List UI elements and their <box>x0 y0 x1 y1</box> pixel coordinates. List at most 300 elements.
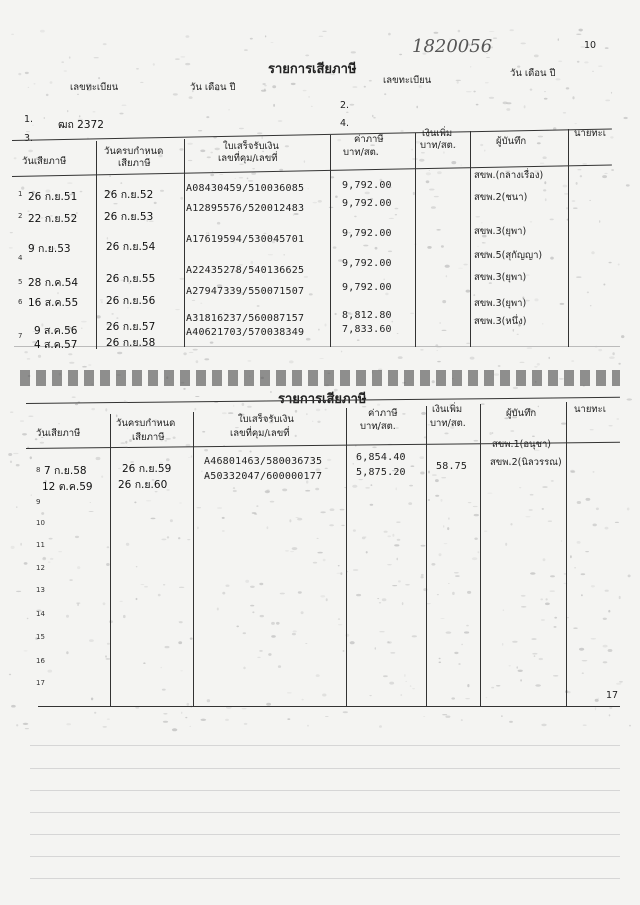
speckle <box>379 725 382 728</box>
speckle <box>120 601 123 602</box>
speckle <box>447 527 449 530</box>
speckle <box>197 527 199 530</box>
line-number: 17 <box>36 679 45 687</box>
speckle <box>420 456 425 459</box>
row-paid-date: 7 ก.ย.58 <box>44 465 87 477</box>
speckle <box>24 650 28 651</box>
speckle <box>101 476 103 478</box>
speckle <box>467 591 471 594</box>
speckle <box>287 692 292 693</box>
speckle <box>167 536 169 538</box>
speckle <box>399 54 402 55</box>
speckle <box>257 657 260 658</box>
speckle <box>259 650 263 652</box>
row-tax: 7,833.60 <box>342 324 392 335</box>
speckle <box>61 62 64 63</box>
speckle <box>624 117 628 119</box>
speckle <box>308 188 309 189</box>
speckle <box>189 352 194 353</box>
speckle <box>369 80 372 82</box>
speckle <box>190 726 191 727</box>
speckle <box>484 150 485 152</box>
speckle <box>313 562 317 564</box>
speckle <box>40 442 44 444</box>
speckle <box>603 661 608 663</box>
speckle <box>217 508 222 509</box>
speckle <box>341 525 344 526</box>
speckle <box>505 543 507 546</box>
table2-col-divider <box>110 414 111 706</box>
row-paid-date: 4 ส.ค.57 <box>34 339 78 351</box>
speckle <box>185 717 187 718</box>
speckle <box>454 572 459 573</box>
section-title <box>278 388 367 409</box>
speckle <box>143 662 145 664</box>
line-number: 10 <box>36 519 45 527</box>
speckle <box>419 159 424 162</box>
speckle <box>141 584 145 585</box>
speckle <box>626 184 630 186</box>
speckle <box>604 173 608 174</box>
speckle <box>492 432 494 434</box>
speckle <box>384 531 388 533</box>
speckle <box>270 391 272 393</box>
speckle <box>529 509 533 510</box>
speckle <box>280 593 285 595</box>
speckle <box>428 471 430 474</box>
speckle <box>179 587 184 588</box>
table2-col-divider <box>480 404 481 706</box>
speckle <box>117 352 122 354</box>
speckle <box>320 595 325 597</box>
speckle <box>197 507 202 508</box>
speckle <box>98 77 100 79</box>
speckle <box>206 116 209 118</box>
header-surcharge-line2: บาท/สต. <box>430 418 466 429</box>
speckle <box>441 245 444 247</box>
speckle <box>372 115 373 117</box>
table2-bottom-border <box>38 706 620 707</box>
speckle <box>567 691 570 693</box>
row-due-date: 26 ก.ย.54 <box>106 241 156 253</box>
speckle <box>196 360 199 363</box>
row-recorder: สขพ.(กลางเรื่อง) <box>474 170 544 181</box>
left-reg-label: เลขทะเบียน <box>70 82 119 93</box>
speckle <box>225 719 229 721</box>
speckle <box>595 699 599 702</box>
speckle <box>451 161 456 164</box>
speckle <box>247 406 252 408</box>
speckle <box>180 197 183 200</box>
speckle <box>431 563 435 566</box>
speckle <box>389 682 394 685</box>
speckle <box>443 151 445 153</box>
row-paid-date: 22 ก.ย.52 <box>28 213 78 225</box>
speckle <box>210 152 213 154</box>
speckle <box>201 471 203 473</box>
speckle <box>437 350 438 351</box>
speckle <box>58 551 62 552</box>
speckle <box>318 200 322 203</box>
speckle <box>530 221 533 222</box>
header-paid-date: วันเสียภาษี <box>22 156 67 167</box>
speckle <box>583 725 587 726</box>
speckle <box>64 71 67 72</box>
speckle <box>461 719 463 721</box>
speckle <box>420 472 424 475</box>
speckle <box>173 93 178 95</box>
speckle <box>592 71 594 72</box>
speckle <box>313 202 317 203</box>
speckle <box>319 36 324 37</box>
line-number: 15 <box>36 633 45 641</box>
speckle <box>455 575 460 576</box>
speckle <box>470 66 471 68</box>
row-recorder: สขพ.5(สุกัญญา) <box>474 250 543 261</box>
speckle <box>435 495 439 497</box>
speckle <box>502 643 504 646</box>
speckle <box>589 200 590 201</box>
speckle <box>416 106 418 109</box>
speckle <box>512 641 517 643</box>
speckle <box>122 105 127 106</box>
speckle <box>353 529 356 531</box>
speckle <box>510 431 514 432</box>
speckle <box>180 671 183 672</box>
speckle <box>134 502 136 504</box>
speckle <box>357 339 360 341</box>
speckle <box>576 34 581 35</box>
speckle <box>616 419 619 420</box>
speckle <box>24 351 27 353</box>
speckle <box>428 499 430 501</box>
line-number: 4 <box>18 254 23 262</box>
speckle <box>477 246 479 247</box>
speckle <box>609 714 611 716</box>
speckle <box>103 43 107 45</box>
speckle <box>135 707 139 709</box>
line-number: 6 <box>18 298 23 306</box>
speckle <box>210 342 214 344</box>
page-number-top: 10 <box>584 40 597 51</box>
speckle <box>409 485 413 487</box>
row-receipt: A46801463/580036735 <box>204 456 323 467</box>
speckle <box>178 641 182 644</box>
speckle <box>534 55 539 58</box>
speckle <box>558 61 562 63</box>
speckle <box>165 646 170 648</box>
row-paid-date: 12 ต.ค.59 <box>42 481 93 493</box>
speckle <box>46 94 49 96</box>
speckle <box>608 649 613 652</box>
speckle <box>201 719 207 721</box>
speckle <box>40 30 45 33</box>
speckle <box>359 479 363 480</box>
speckle <box>556 78 561 80</box>
speckle <box>273 104 275 107</box>
ruled-line <box>30 878 620 879</box>
speckle <box>120 442 125 444</box>
speckle <box>573 627 577 629</box>
header-receipt-line2: เลขที่คุม/เลขที่ <box>218 153 278 164</box>
speckle <box>576 182 578 185</box>
speckle <box>437 594 439 595</box>
speckle <box>272 85 276 88</box>
speckle <box>305 490 310 492</box>
speckle <box>136 68 139 69</box>
speckle <box>526 516 531 517</box>
speckle <box>534 655 536 657</box>
speckle <box>222 517 225 519</box>
speckle <box>319 358 324 359</box>
speckle <box>602 175 607 178</box>
speckle <box>473 506 478 507</box>
speckle <box>379 602 381 603</box>
row-tax: 9,792.00 <box>342 198 392 209</box>
speckle <box>436 229 440 231</box>
speckle <box>309 293 313 295</box>
speckle <box>397 558 398 561</box>
speckle <box>270 501 275 503</box>
overprint-strip <box>20 370 620 386</box>
speckle <box>404 674 405 677</box>
speckle <box>518 670 523 672</box>
line-number: 8 <box>36 466 41 474</box>
speckle <box>411 465 415 467</box>
table1-col-divider <box>568 129 569 347</box>
header-receipt: ใบเสร็จรับเงิน <box>238 414 294 425</box>
speckle <box>365 536 367 538</box>
ruled-line <box>30 856 620 857</box>
speckle <box>553 675 558 677</box>
table1-col-divider <box>330 135 331 347</box>
speckle <box>66 651 68 654</box>
speckle <box>506 102 511 104</box>
speckle <box>427 246 431 249</box>
speckle <box>541 620 545 621</box>
speckle <box>461 165 462 166</box>
speckle <box>173 437 176 439</box>
speckle <box>603 284 605 286</box>
speckle <box>466 625 469 627</box>
line-2-number: 2. <box>340 100 350 111</box>
speckle <box>308 96 310 98</box>
speckle <box>595 707 596 710</box>
speckle <box>247 360 251 362</box>
speckle <box>81 321 87 323</box>
speckle <box>325 409 327 411</box>
speckle <box>14 157 17 159</box>
speckle <box>352 86 357 88</box>
speckle <box>605 100 610 102</box>
speckle <box>243 667 245 670</box>
speckle <box>463 264 467 266</box>
right-date-label: วัน เดือน ปี <box>510 68 556 79</box>
speckle <box>486 57 490 58</box>
speckle <box>509 665 511 666</box>
speckle <box>89 511 94 512</box>
speckle <box>337 139 341 141</box>
speckle <box>549 357 550 359</box>
speckle <box>544 98 548 100</box>
speckle <box>445 716 450 718</box>
speckle <box>146 500 151 501</box>
speckle <box>616 683 621 685</box>
speckle <box>554 626 557 628</box>
speckle <box>435 479 439 482</box>
speckle <box>136 566 138 567</box>
speckle <box>452 592 455 595</box>
speckle <box>247 178 249 180</box>
speckle <box>446 631 452 633</box>
speckle <box>571 360 574 361</box>
speckle <box>397 333 399 334</box>
speckle <box>551 480 554 482</box>
speckle <box>539 658 543 660</box>
speckle <box>189 96 193 99</box>
speckle <box>489 31 494 32</box>
row-recorder: สขพ.3(ยุพา) <box>474 272 527 283</box>
row-recorder: สขพ.3(หนึ่ง) <box>474 316 527 327</box>
speckle <box>560 303 565 305</box>
speckle <box>350 641 355 644</box>
speckle <box>466 91 472 92</box>
speckle <box>252 611 254 613</box>
speckle <box>287 718 290 720</box>
header-surcharge: เงินเพิ่ม <box>432 404 463 415</box>
speckle <box>292 547 298 550</box>
speckle <box>210 174 214 176</box>
speckle <box>603 645 608 648</box>
header-surcharge-line2: บาท/สต. <box>420 140 456 151</box>
speckle <box>461 644 462 645</box>
speckle <box>244 723 248 725</box>
speckle <box>431 206 436 209</box>
speckle <box>75 536 79 538</box>
speckle <box>325 324 327 327</box>
speckle <box>621 335 624 338</box>
speckle <box>278 121 283 122</box>
speckle <box>20 420 24 421</box>
speckle <box>398 580 401 582</box>
speckle <box>200 303 202 304</box>
speckle <box>395 214 397 215</box>
table2-col-divider <box>346 408 347 706</box>
speckle <box>441 499 443 502</box>
speckle <box>352 485 357 488</box>
speckle <box>140 82 143 83</box>
speckle <box>619 596 621 599</box>
speckle <box>476 104 479 106</box>
speckle <box>125 441 127 444</box>
speckle <box>153 63 155 66</box>
speckle <box>384 279 385 281</box>
speckle <box>496 685 500 686</box>
speckle <box>193 349 198 351</box>
speckle <box>392 585 397 586</box>
speckle <box>537 363 540 366</box>
speckle <box>572 96 574 99</box>
speckle <box>489 432 491 435</box>
speckle <box>554 617 557 619</box>
speckle <box>558 38 559 41</box>
speckle <box>343 711 348 713</box>
speckle <box>215 148 220 151</box>
speckle <box>200 150 205 153</box>
speckle <box>467 684 469 687</box>
row-due-date: 26 ก.ย.59 <box>122 463 172 475</box>
speckle <box>96 457 101 460</box>
speckle <box>103 602 106 605</box>
speckle <box>178 537 180 539</box>
speckle <box>566 87 569 89</box>
speckle <box>312 421 313 422</box>
speckle <box>366 551 368 553</box>
speckle <box>598 349 602 351</box>
speckle <box>420 349 423 351</box>
speckle <box>406 681 407 682</box>
row-receipt: A50332047/600000177 <box>204 471 323 482</box>
speckle <box>18 73 21 75</box>
speckle <box>100 299 103 300</box>
row-receipt: A31816237/560087157 <box>186 313 305 324</box>
speckle <box>574 123 577 124</box>
registration-number: ฒถ 2372 <box>58 119 104 131</box>
speckle <box>397 539 401 541</box>
table1-col-divider <box>96 141 97 349</box>
row-receipt: A22435278/540136625 <box>186 265 305 276</box>
speckle <box>28 87 30 88</box>
speckle <box>338 565 340 566</box>
speckle <box>248 180 253 182</box>
speckle <box>486 697 488 698</box>
speckle <box>563 113 566 114</box>
speckle <box>183 388 185 390</box>
speckle <box>577 61 580 63</box>
speckle <box>16 724 18 726</box>
speckle <box>9 247 13 248</box>
speckle <box>520 362 525 363</box>
speckle <box>306 413 307 415</box>
speckle <box>24 562 28 565</box>
speckle <box>30 456 32 459</box>
speckle <box>233 487 235 488</box>
speckle <box>517 666 518 669</box>
speckle <box>369 695 372 696</box>
speckle <box>330 508 335 511</box>
speckle <box>293 630 297 632</box>
speckle <box>329 524 334 526</box>
speckle <box>580 175 582 177</box>
speckle <box>304 276 308 278</box>
speckle <box>545 198 547 201</box>
speckle <box>50 558 53 560</box>
speckle <box>180 56 185 57</box>
speckle <box>474 538 477 540</box>
speckle <box>487 493 492 494</box>
speckle <box>68 353 72 355</box>
table2-col-divider <box>426 406 427 706</box>
speckle <box>598 66 602 67</box>
row-paid-date: 9 ก.ย.53 <box>28 243 71 255</box>
header-due-date-line2: เสียภาษี <box>132 432 165 443</box>
speckle <box>493 38 497 39</box>
speckle <box>509 721 513 723</box>
speckle <box>363 245 368 247</box>
speckle <box>365 487 370 488</box>
speckle <box>120 182 122 184</box>
speckle <box>412 635 417 637</box>
